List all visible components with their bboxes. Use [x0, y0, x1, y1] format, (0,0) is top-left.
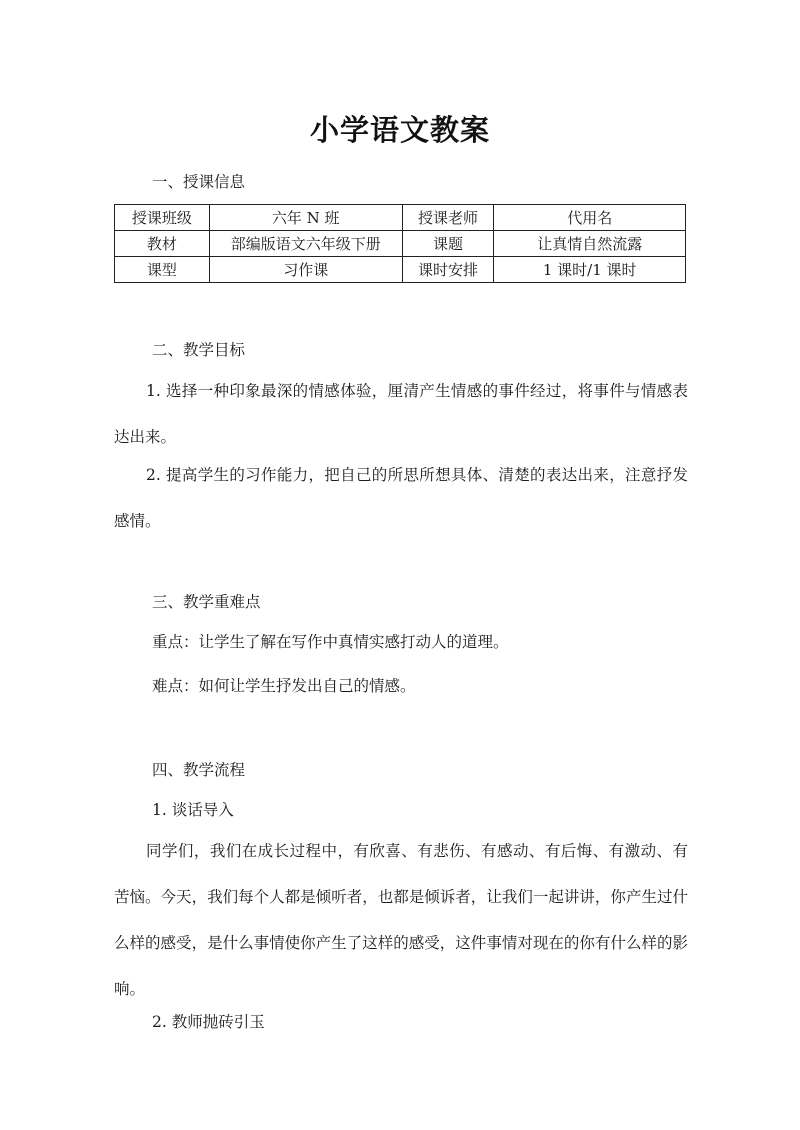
- table-cell: 授课老师: [402, 205, 494, 231]
- table-cell: 教材: [115, 231, 210, 257]
- goal-item: 1. 选择一种印象最深的情感体验，厘清产生情感的事件经过，将事件与情感表达出来。: [114, 382, 688, 446]
- table-cell: 六年 N 班: [209, 205, 402, 231]
- page-title: 小学语文教案: [309, 113, 490, 147]
- table-cell: 部编版语文六年级下册: [209, 231, 402, 257]
- table-cell: 课时安排: [402, 257, 494, 283]
- section-heading-info: 一、授课信息: [152, 173, 246, 191]
- table-cell: 授课班级: [115, 205, 210, 231]
- table-cell: 让真情自然流露: [494, 231, 686, 257]
- step-title: 2. 教师抛砖引玉: [152, 1013, 265, 1031]
- step-title: 1. 谈话导入: [152, 801, 234, 819]
- section-heading-process: 四、教学流程: [152, 761, 246, 779]
- table-cell: 代用名: [494, 205, 686, 231]
- table-cell: 习作课: [209, 257, 402, 283]
- info-table: [114, 204, 686, 283]
- section-heading-key-points: 三、教学重难点: [152, 593, 261, 611]
- goal-item: 2. 提高学生的习作能力，把自己的所思所想具体、清楚的表达出来，注意抒发感情。: [114, 466, 688, 530]
- table-cell: 课型: [115, 257, 210, 283]
- table-row: [115, 231, 686, 257]
- table-row: [115, 205, 686, 231]
- difficult-point-text: 难点：如何让学生抒发出自己的情感。: [152, 677, 416, 695]
- key-point-text: 重点：让学生了解在写作中真情实感打动人的道理。: [152, 633, 509, 651]
- section-heading-goals: 二、教学目标: [152, 341, 246, 359]
- step-paragraph: 同学们，我们在成长过程中，有欣喜、有悲伤、有感动、有后悔、有激动、有苦恼。今天，我们每个人都是倾听者，也都是倾诉者，让我们一起讲讲，你产生过什么样的感受，是什么事情使你产生了这样的感受，这件事情对现在的你有什么样的影响。: [114, 842, 688, 998]
- table-cell: 课题: [402, 231, 494, 257]
- table-row: [115, 257, 686, 283]
- table-cell: 1 课时/1 课时: [494, 257, 686, 283]
